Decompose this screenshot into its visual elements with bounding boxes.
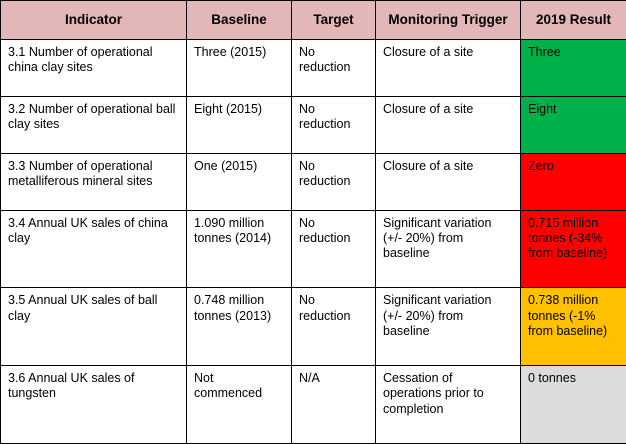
cell-baseline: One (2015)	[187, 153, 292, 210]
cell-monitoring-trigger: Closure of a site	[376, 40, 521, 97]
cell-monitoring-trigger: Closure of a site	[376, 153, 521, 210]
cell-indicator: 3.2 Number of operational ball clay sites	[1, 96, 187, 153]
table-header	[1, 1, 626, 40]
cell-indicator: 3.1 Number of operational china clay sites	[1, 40, 187, 97]
cell-result: Three	[521, 40, 626, 97]
table-body	[1, 40, 626, 444]
cell-target: N/A	[292, 366, 376, 444]
cell-baseline: 1.090 million tonnes (2014)	[187, 210, 292, 288]
table-row	[1, 366, 626, 444]
cell-result: Eight	[521, 96, 626, 153]
cell-target: No reduction	[292, 288, 376, 366]
column-header-target: Target	[292, 1, 376, 40]
cell-indicator: 3.4 Annual UK sales of china clay	[1, 210, 187, 288]
cell-target: No reduction	[292, 153, 376, 210]
cell-result: Zero	[521, 153, 626, 210]
cell-baseline: 0.748 million tonnes (2013)	[187, 288, 292, 366]
cell-target: No reduction	[292, 96, 376, 153]
table-row	[1, 40, 626, 97]
cell-indicator: 3.6 Annual UK sales of tungsten	[1, 366, 187, 444]
cell-target: No reduction	[292, 210, 376, 288]
cell-target: No reduction	[292, 40, 376, 97]
cell-result: 0 tonnes	[521, 366, 626, 444]
cell-monitoring-trigger: Significant variation (+/- 20%) from baseline	[376, 210, 521, 288]
column-header-baseline: Baseline	[187, 1, 292, 40]
table-row	[1, 288, 626, 366]
table-row	[1, 96, 626, 153]
cell-baseline: Eight (2015)	[187, 96, 292, 153]
table-row	[1, 210, 626, 288]
column-header-2019-result: 2019 Result	[521, 1, 626, 40]
cell-indicator: 3.3 Number of operational metalliferous mineral sites	[1, 153, 187, 210]
cell-indicator: 3.5 Annual UK sales of ball clay	[1, 288, 187, 366]
cell-monitoring-trigger: Significant variation (+/- 20%) from baseline	[376, 288, 521, 366]
cell-result: 0.715 million tonnes (-34% from baseline)	[521, 210, 626, 288]
table-row	[1, 153, 626, 210]
column-header-indicator: Indicator	[1, 1, 187, 40]
cell-monitoring-trigger: Closure of a site	[376, 96, 521, 153]
table-header-row	[1, 1, 626, 40]
cell-monitoring-trigger: Cessation of operations prior to completion	[376, 366, 521, 444]
cell-baseline: Not commenced	[187, 366, 292, 444]
cell-result: 0.738 million tonnes (-1% from baseline)	[521, 288, 626, 366]
column-header-monitoring-trigger: Monitoring Trigger	[376, 1, 521, 40]
cell-baseline: Three (2015)	[187, 40, 292, 97]
